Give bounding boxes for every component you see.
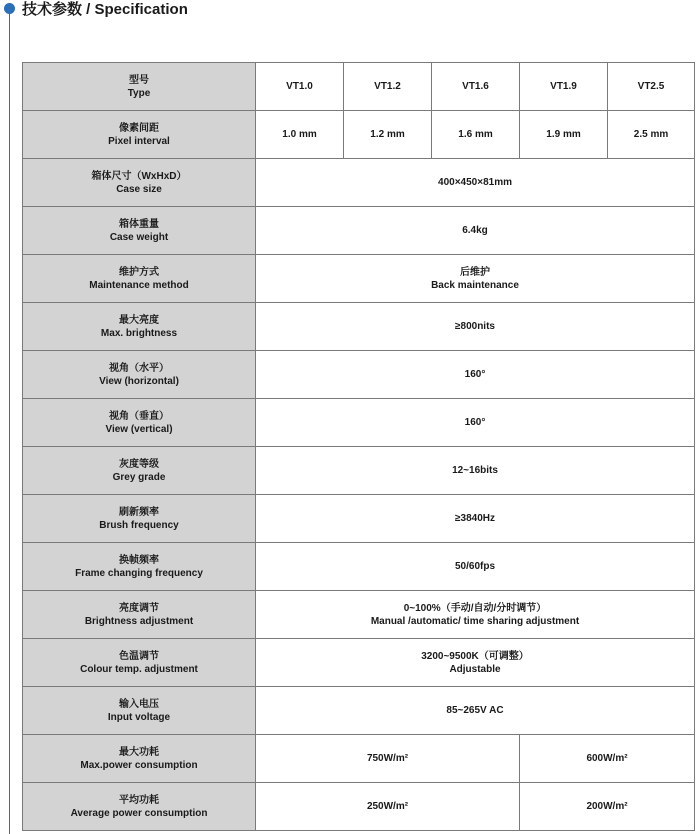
label-en: Input voltage <box>107 711 171 723</box>
table-row-pixel-interval <box>23 111 695 159</box>
label-en: Colour temp. adjustment <box>80 663 198 675</box>
label-zh: 平均功耗 <box>119 794 159 806</box>
value-cell: 1.6 mm <box>432 111 520 159</box>
row-label <box>23 255 256 303</box>
label-en: Brightness adjustment <box>84 615 194 627</box>
model-cell: VT1.0 <box>256 63 344 111</box>
value-cell <box>256 591 695 639</box>
value-cell <box>256 639 695 687</box>
specification-table <box>22 62 695 831</box>
table-row <box>23 399 695 447</box>
label-zh: 箱体尺寸（WxHxD） <box>91 170 187 182</box>
row-label <box>23 495 256 543</box>
label-zh: 最大功耗 <box>119 746 159 758</box>
label-en: Type <box>127 87 151 99</box>
value-text: 160° <box>464 369 486 380</box>
value-cell: 250W/m² <box>256 783 520 831</box>
section-bullet-icon <box>4 3 15 14</box>
value-text: 160° <box>464 417 486 428</box>
table-row <box>23 207 695 255</box>
value-cell: 1.0 mm <box>256 111 344 159</box>
row-label <box>23 639 256 687</box>
value-text: 后维护 <box>460 266 490 278</box>
row-label <box>23 735 256 783</box>
label-en: Maintenance method <box>89 279 189 291</box>
row-label <box>23 159 256 207</box>
value-text-en: Manual /automatic/ time sharing adjustment <box>370 615 580 627</box>
value-text: 400×450×81mm <box>438 177 512 188</box>
value-cell: 2.5 mm <box>608 111 695 159</box>
label-zh: 亮度调节 <box>119 602 159 614</box>
row-label <box>23 303 256 351</box>
row-label <box>23 111 256 159</box>
value-text-en: Back maintenance <box>431 279 519 291</box>
label-zh: 箱体重量 <box>119 218 159 230</box>
label-en: Case weight <box>109 231 169 243</box>
value-cell <box>256 207 695 255</box>
table-row <box>23 255 695 303</box>
table-row-max-power <box>23 735 695 783</box>
table-row <box>23 447 695 495</box>
table-row-type <box>23 63 695 111</box>
row-label <box>23 207 256 255</box>
table-row <box>23 543 695 591</box>
label-zh: 灰度等级 <box>119 458 159 470</box>
model-cell: VT1.2 <box>344 63 432 111</box>
row-label <box>23 63 256 111</box>
value-text: 3200~9500K（可调整） <box>421 650 529 662</box>
value-text: 85~265V AC <box>446 705 504 716</box>
table-row <box>23 687 695 735</box>
model-cell: VT1.9 <box>520 63 608 111</box>
label-en: Brush frequency <box>99 519 179 531</box>
value-text: ≥800nits <box>455 321 495 332</box>
value-cell <box>256 495 695 543</box>
value-cell <box>256 687 695 735</box>
row-label <box>23 351 256 399</box>
label-en: Frame changing frequency <box>75 567 203 579</box>
label-zh: 视角（垂直） <box>109 410 169 422</box>
table-row <box>23 495 695 543</box>
model-cell: VT2.5 <box>608 63 695 111</box>
value-text: ≥3840Hz <box>455 513 495 524</box>
label-en: Max.power consumption <box>80 759 198 771</box>
value-text: 12~16bits <box>452 465 498 476</box>
label-en: Max. brightness <box>100 327 178 339</box>
label-zh: 最大亮度 <box>119 314 159 326</box>
label-en: Grey grade <box>112 471 166 483</box>
label-en: View (horizontal) <box>99 375 179 387</box>
row-label <box>23 399 256 447</box>
value-text-en: Adjustable <box>449 663 501 675</box>
value-cell: 750W/m² <box>256 735 520 783</box>
label-zh: 视角（水平） <box>109 362 169 374</box>
table-row <box>23 159 695 207</box>
value-cell: 200W/m² <box>520 783 695 831</box>
table-row <box>23 351 695 399</box>
row-label <box>23 687 256 735</box>
value-cell: 1.2 mm <box>344 111 432 159</box>
table-row <box>23 639 695 687</box>
label-en: Pixel interval <box>108 135 170 147</box>
row-label <box>23 783 256 831</box>
row-label <box>23 543 256 591</box>
label-en: Case size <box>116 183 162 195</box>
value-cell <box>256 159 695 207</box>
table-row <box>23 591 695 639</box>
label-zh: 型号 <box>129 74 149 86</box>
table-row-average-power <box>23 783 695 831</box>
label-en: Average power consumption <box>70 807 208 819</box>
value-text: 6.4kg <box>462 225 488 236</box>
value-cell <box>256 351 695 399</box>
value-cell: 1.9 mm <box>520 111 608 159</box>
value-cell <box>256 255 695 303</box>
value-text: 50/60fps <box>454 561 496 572</box>
label-zh: 像素间距 <box>119 122 159 134</box>
model-cell: VT1.6 <box>432 63 520 111</box>
label-zh: 色温调节 <box>119 650 159 662</box>
label-zh: 输入电压 <box>119 698 159 710</box>
section-title: 技术参数 / Specification <box>22 1 188 18</box>
label-zh: 刷新频率 <box>119 506 159 518</box>
table-row <box>23 303 695 351</box>
value-cell <box>256 543 695 591</box>
label-zh: 换帧频率 <box>119 554 159 566</box>
value-cell <box>256 399 695 447</box>
row-label <box>23 591 256 639</box>
row-label <box>23 447 256 495</box>
value-cell <box>256 447 695 495</box>
value-cell: 600W/m² <box>520 735 695 783</box>
label-en: View (vertical) <box>105 423 173 435</box>
label-zh: 维护方式 <box>119 266 159 278</box>
value-text: 0~100%（手动/自动/分时调节） <box>403 602 547 614</box>
timeline-line <box>9 9 10 834</box>
value-cell <box>256 303 695 351</box>
